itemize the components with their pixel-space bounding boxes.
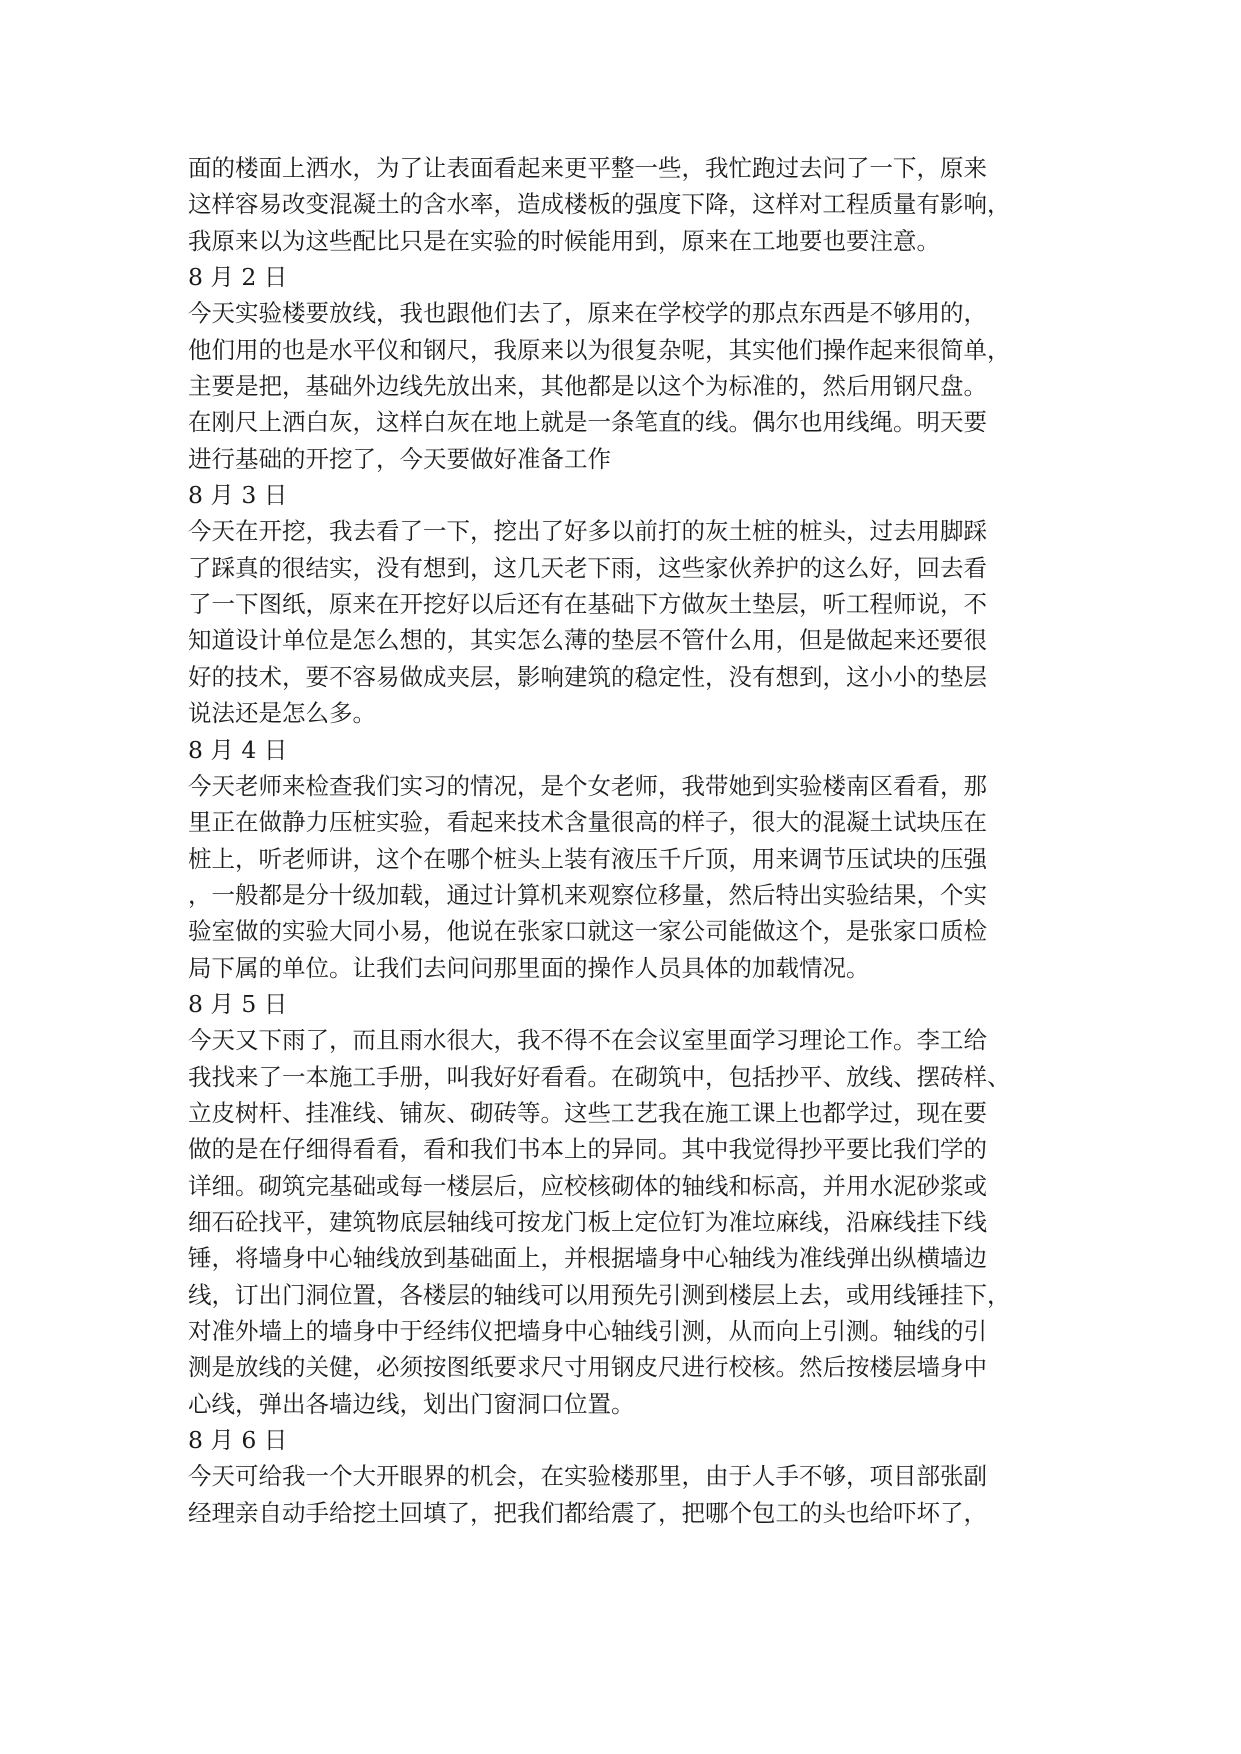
text-line: 今天老师来检查我们实习的情况，是个女老师，我带她到实验楼南区看看，那	[188, 771, 987, 800]
text-line: 今天又下雨了，而且雨水很大，我不得不在会议室里面学习理论工作。李工给	[188, 1026, 987, 1055]
text-line: 在刚尺上洒白灰，这样白灰在地上就是一条笔直的线。偶尔也用线绳。明天要	[188, 408, 987, 437]
text-line: 这样容易改变混凝土的含水率，造成楼板的强度下降，这样对工程质量有影响，	[188, 190, 1011, 219]
text-line: 立皮树杆、挂准线、铺灰、砌砖等。这些工艺我在施工课上也都学过，现在要	[188, 1098, 987, 1127]
text-line: 验室做的实验大同小易，他说在张家口就这一家公司能做这个，是张家口质检	[188, 917, 987, 946]
text-line: 局下属的单位。让我们去问问那里面的操作人员具体的加载情况。	[188, 953, 870, 982]
text-line: 了一下图纸，原来在开挖好以后还有在基础下方做灰土垫层，听工程师说，不	[188, 590, 987, 619]
text-line: 详细。砌筑完基础或每一楼层后，应校核砌体的轴线和标高，并用水泥砂浆或	[188, 1171, 987, 1200]
text-line: 桩上，听老师讲，这个在哪个桩头上装有液压千斤顶，用来调节压试块的压强	[188, 844, 987, 873]
text-line: ，一般都是分十级加载，通过计算机来观察位移量，然后特出实验结果，个实	[188, 880, 987, 909]
date-heading: 8 月 2 日	[188, 263, 288, 292]
text-line: 心线，弹出各墙边线，划出门窗洞口位置。	[188, 1389, 635, 1418]
text-line: 好的技术，要不容易做成夹层，影响建筑的稳定性，没有想到，这小小的垫层	[188, 662, 987, 691]
date-heading: 8 月 4 日	[188, 735, 288, 764]
text-line: 说法还是怎么多。	[188, 699, 376, 728]
text-line: 我找来了一本施工手册，叫我好好看看。在砌筑中，包括抄平、放线、摆砖样、	[188, 1062, 1011, 1091]
text-line: 做的是在仔细得看看，看和我们书本上的异同。其中我觉得抄平要比我们学的	[188, 1135, 987, 1164]
text-line: 了踩真的很结实，没有想到，这几天老下雨，这些家伙养护的这么好，回去看	[188, 553, 987, 582]
text-line: 主要是把，基础外边线先放出来，其他都是以这个为标准的，然后用钢尺盘。	[188, 372, 987, 401]
text-line: 线，订出门洞位置，各楼层的轴线可以用预先引测到楼层上去，或用线锤挂下，	[188, 1280, 1011, 1309]
text-line: 锤，将墙身中心轴线放到基础面上，并根据墙身中心轴线为准线弹出纵横墙边	[188, 1244, 987, 1273]
text-line: 他们用的也是水平仪和钢尺，我原来以为很复杂呢，其实他们操作起来很简单，	[188, 335, 1011, 364]
date-heading: 8 月 5 日	[188, 989, 288, 1018]
diary-text-body	[188, 150, 1068, 1531]
text-line: 今天在开挖，我去看了一下，挖出了好多以前打的灰土桩的桩头，过去用脚踩	[188, 517, 987, 546]
date-heading: 8 月 3 日	[188, 481, 288, 510]
text-line: 里正在做静力压桩实验，看起来技术含量很高的样子，很大的混凝土试块压在	[188, 808, 987, 837]
text-line: 经理亲自动手给挖土回填了，把我们都给震了，把哪个包工的头也给吓坏了，	[188, 1498, 987, 1527]
text-line: 细石砼找平，建筑物底层轴线可按龙门板上定位钉为准垃麻线，沿麻线挂下线	[188, 1207, 987, 1236]
date-heading: 8 月 6 日	[188, 1426, 288, 1455]
text-line: 对准外墙上的墙身中于经纬仪把墙身中心轴线引测，从而向上引测。轴线的引	[188, 1317, 987, 1345]
text-line: 测是放线的关健，必须按图纸要求尺寸用钢皮尺进行校核。然后按楼层墙身中	[188, 1353, 987, 1382]
text-line: 我原来以为这些配比只是在实验的时候能用到，原来在工地要也要注意。	[188, 226, 940, 255]
text-line: 今天实验楼要放线，我也跟他们去了，原来在学校学的那点东西是不够用的，	[188, 299, 987, 328]
text-line: 知道设计单位是怎么想的，其实怎么薄的垫层不管什么用，但是做起来还要很	[188, 626, 987, 655]
text-line: 今天可给我一个大开眼界的机会，在实验楼那里，由于人手不够，项目部张副	[188, 1462, 987, 1491]
text-line: 进行基础的开挖了，今天要做好准备工作	[188, 444, 611, 473]
text-line: 面的楼面上洒水，为了让表面看起来更平整一些，我忙跑过去问了一下，原来	[188, 154, 987, 182]
